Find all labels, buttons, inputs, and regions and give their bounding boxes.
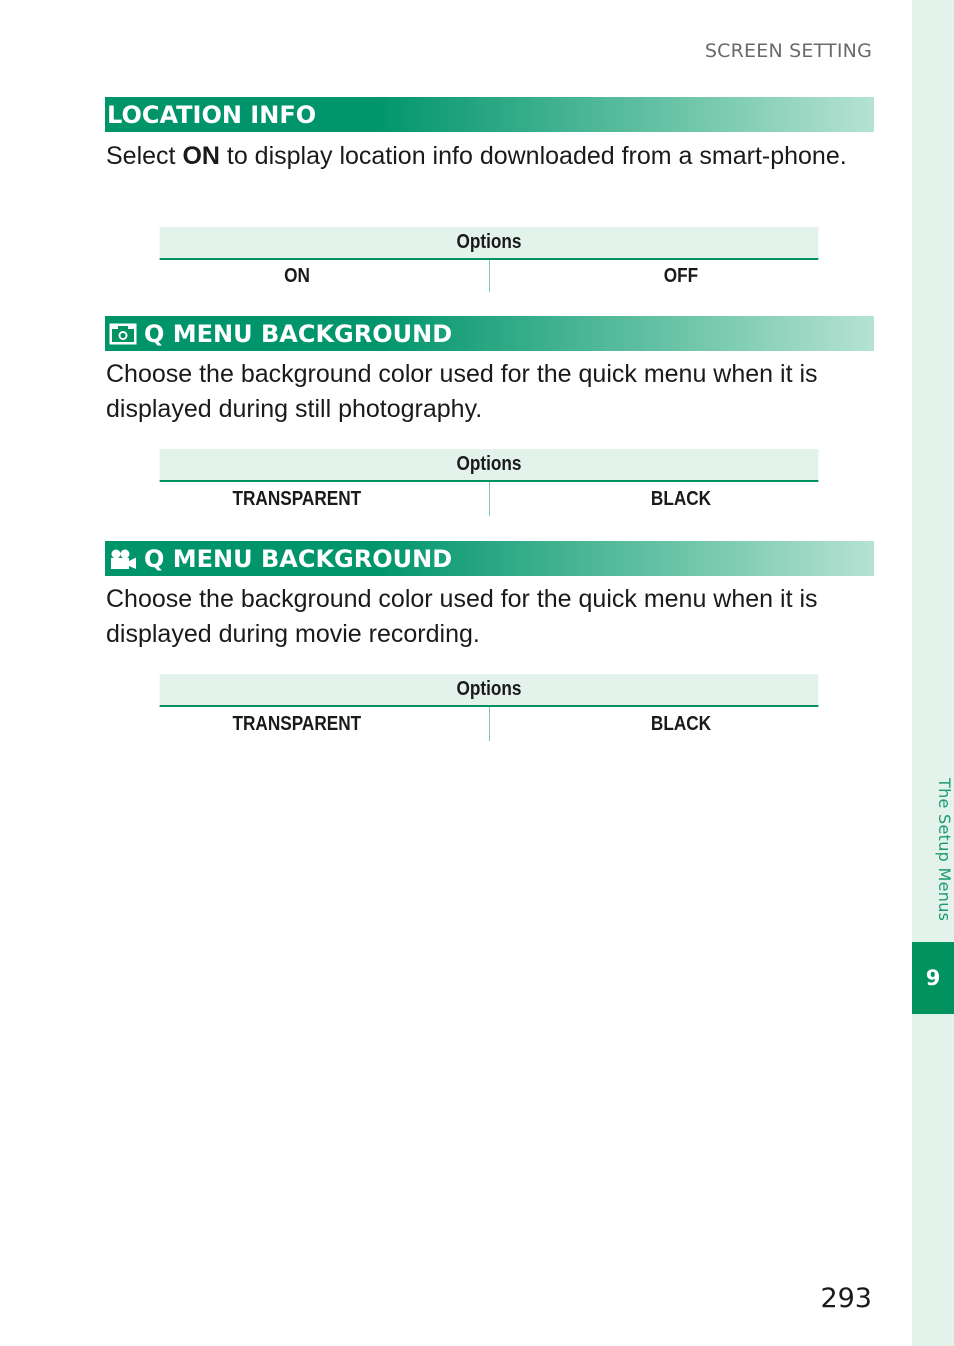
option-cell: OFF <box>663 264 698 287</box>
chapter-side-label: The Setup Menus <box>935 778 954 922</box>
section-description-q-menu-still: Choose the background color used for the quick menu when it is displayed during still photography. <box>106 360 818 423</box>
option-cell: BLACK <box>650 712 711 735</box>
section-title-q-menu-background-movie <box>105 541 874 576</box>
options-table-location-info <box>106 227 872 292</box>
options-row <box>106 707 872 741</box>
option-cell: TRANSPARENT <box>106 482 490 516</box>
running-header: SCREEN SETTING <box>704 40 872 62</box>
section-description-q-menu-movie: Choose the background color used for the quick menu when it is displayed during movie recording. <box>106 585 818 648</box>
options-header: Options <box>160 674 819 707</box>
options-table-q-menu-still <box>106 449 872 516</box>
section-title-q-menu-background-still <box>105 316 874 351</box>
options-header: Options <box>160 227 819 260</box>
side-strip <box>912 0 954 1346</box>
section-title-text: Q MENU BACKGROUND <box>144 319 453 348</box>
options-header: Options <box>160 449 819 482</box>
option-reference: ON <box>182 142 220 170</box>
page-number: 293 <box>820 1283 872 1314</box>
section-title-text: LOCATION INFO <box>107 100 317 129</box>
section-description-location-info: Select ON to display location info downloaded from a smart-phone. <box>106 142 847 170</box>
option-cell: BLACK <box>650 487 711 510</box>
chapter-tab: 9 <box>912 942 954 1014</box>
options-row <box>106 482 872 516</box>
movie-camera-icon <box>109 548 137 570</box>
section-title-location-info <box>105 97 874 132</box>
camera-icon <box>109 323 137 345</box>
option-cell: ON <box>106 260 490 292</box>
options-row <box>106 260 872 292</box>
section-title-text: Q MENU BACKGROUND <box>144 544 453 573</box>
option-cell: TRANSPARENT <box>106 707 490 741</box>
options-table-q-menu-movie <box>106 674 872 741</box>
